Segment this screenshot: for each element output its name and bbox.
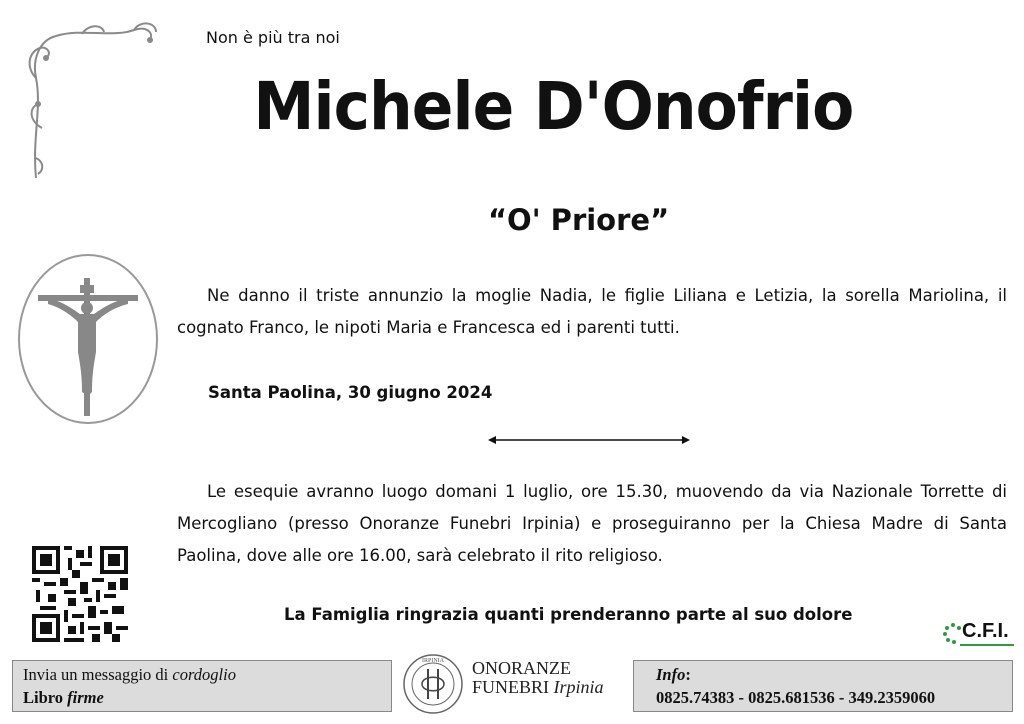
condolence-link-italic: cordoglio	[172, 665, 236, 684]
funeral-home-seal-icon	[402, 653, 464, 715]
nickname: “O' Priore”	[488, 203, 670, 237]
condolence-link-prefix: Invia un messaggio di	[23, 665, 173, 684]
funeral-notice	[177, 476, 1007, 572]
info-box	[633, 660, 1013, 712]
info-label-text: Info	[656, 665, 686, 684]
guestbook-link[interactable]	[23, 688, 104, 708]
family-notice	[177, 280, 1007, 344]
phone-numbers[interactable]: 0825.74383 - 0825.681536 - 349.2359060	[656, 688, 936, 707]
cfi-logo-underline	[960, 644, 1014, 646]
info-label	[656, 665, 691, 685]
funeral-home-line2	[472, 677, 604, 698]
intro-text: Non è più tra noi	[206, 28, 340, 47]
family-notice-text: Ne danno il triste annunzio la moglie Nadia, le figlie Liliana e Letizia, la sorella Mariolina, il cognato Franco, le nipoti Maria e Francesca ed i parenti tutti.	[177, 286, 1007, 337]
cfi-logo	[942, 620, 1014, 648]
funeral-home-seal-text: IRPINIA	[422, 658, 444, 664]
guestbook-link-prefix: Libro	[23, 688, 68, 707]
funeral-home-line1: ONORANZE	[472, 658, 571, 678]
cfi-logo-icon	[942, 622, 964, 644]
funeral-home-name	[472, 658, 604, 698]
guestbook-link-italic: firme	[67, 688, 104, 707]
crucifix-icon	[16, 252, 160, 426]
place-date: Santa Paolina, 30 giugno 2024	[208, 383, 493, 402]
funeral-notice-text: Le esequie avranno luogo domani 1 luglio, ore 15.30, muovendo da via Nazionale Torrette di Mercogliano (presso Onoranze Funebri Irpinia) e proseguiranno per la Chiesa Madre di Santa Paolina, dove alle ore 16.00, sarà celebrato il rito religioso.	[177, 482, 1007, 565]
message-box[interactable]	[12, 660, 392, 712]
funeral-home-line2-text: FUNEBRI	[472, 677, 550, 697]
divider-arrow-icon	[486, 433, 692, 447]
qr-code[interactable]	[32, 546, 128, 642]
funeral-home-line2-italic: Irpinia	[553, 677, 604, 697]
thanks-text: La Famiglia ringrazia quanti prenderanno parte al suo dolore	[284, 605, 853, 624]
info-label-colon: :	[685, 665, 691, 684]
condolence-link[interactable]	[23, 665, 236, 685]
cfi-logo-text: C.F.I.	[962, 620, 1009, 642]
deceased-name: Michele D'Onofrio	[253, 68, 854, 145]
